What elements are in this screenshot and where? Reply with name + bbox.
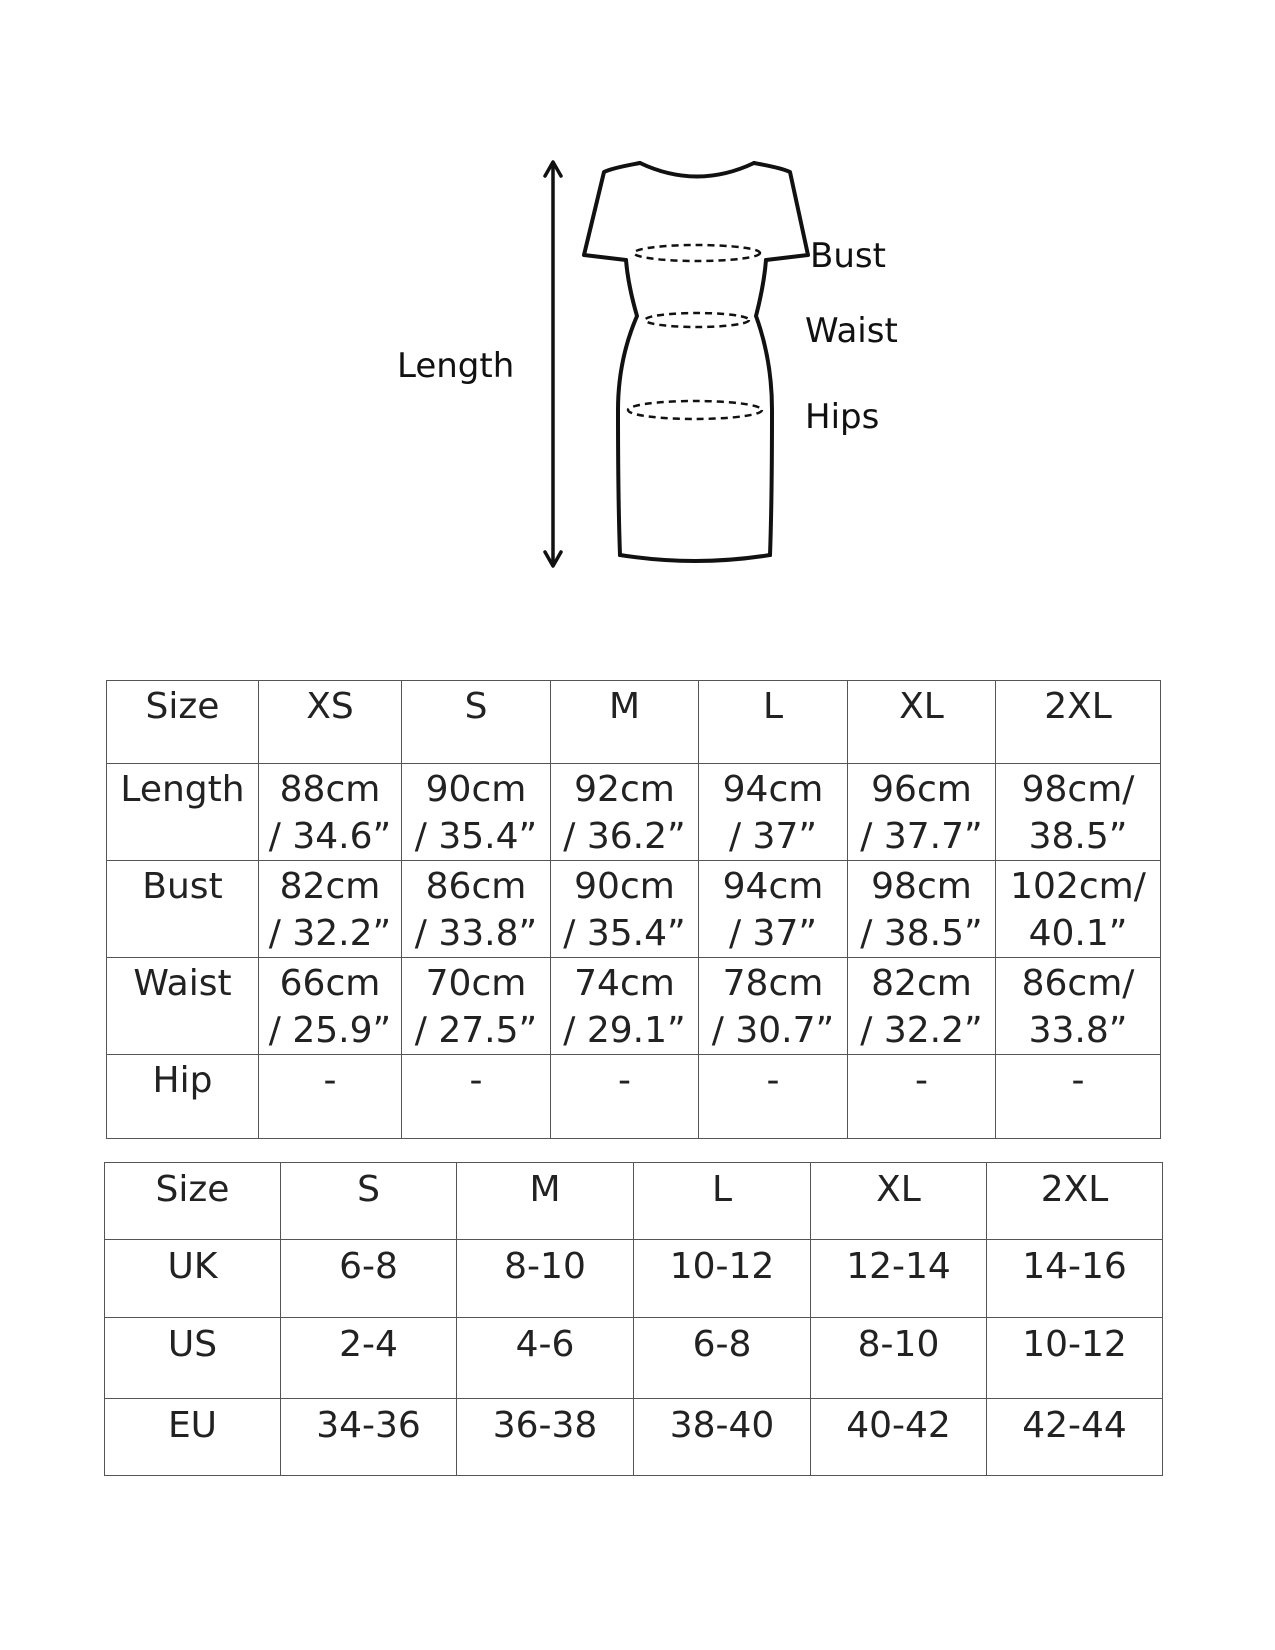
table-cell: 88cm / 34.6” <box>259 764 402 861</box>
row-label: Bust <box>107 861 259 958</box>
header-cell: L <box>699 681 848 764</box>
table-cell: - <box>259 1055 402 1139</box>
row-label: US <box>105 1318 281 1399</box>
row-label: Waist <box>107 958 259 1055</box>
table-cell: 74cm / 29.1” <box>551 958 699 1055</box>
table-cell: 42-44 <box>987 1399 1163 1476</box>
table-row-us <box>105 1318 1163 1399</box>
hips-label: Hips <box>805 397 880 437</box>
table-cell: 86cm / 33.8” <box>402 861 551 958</box>
table-cell: 12-14 <box>811 1240 987 1318</box>
table-cell: 40-42 <box>811 1399 987 1476</box>
table-cell: 82cm / 32.2” <box>259 861 402 958</box>
dress-outline-icon <box>584 163 808 561</box>
table-cell: 4-6 <box>457 1318 634 1399</box>
table-cell: 98cm / 38.5” <box>848 861 996 958</box>
measurement-loops <box>628 245 762 419</box>
header-cell: XL <box>811 1163 987 1240</box>
header-cell: Size <box>107 681 259 764</box>
header-cell: XS <box>259 681 402 764</box>
table-header-row <box>107 681 1161 764</box>
table-cell: 70cm / 27.5” <box>402 958 551 1055</box>
header-cell: M <box>457 1163 634 1240</box>
table-cell: - <box>551 1055 699 1139</box>
table-cell: 2-4 <box>281 1318 457 1399</box>
table-cell: 66cm / 25.9” <box>259 958 402 1055</box>
measurement-table <box>106 680 1161 1139</box>
table-cell: 90cm / 35.4” <box>402 764 551 861</box>
table-cell: 38-40 <box>634 1399 811 1476</box>
table-cell: 94cm / 37” <box>699 764 848 861</box>
length-label: Length <box>397 346 515 386</box>
header-cell: S <box>281 1163 457 1240</box>
table-cell: 98cm/ 38.5” <box>996 764 1161 861</box>
header-cell: 2XL <box>987 1163 1163 1240</box>
table-cell: - <box>402 1055 551 1139</box>
table-cell: 6-8 <box>281 1240 457 1318</box>
table-row-waist <box>107 958 1161 1055</box>
table-cell: 6-8 <box>634 1318 811 1399</box>
bust-loop-icon <box>634 245 760 261</box>
table-cell: 8-10 <box>811 1318 987 1399</box>
table-cell: 82cm / 32.2” <box>848 958 996 1055</box>
length-arrow-icon <box>545 162 561 566</box>
size-conversion-table <box>104 1162 1163 1476</box>
row-label: Hip <box>107 1055 259 1139</box>
table-cell: 14-16 <box>987 1240 1163 1318</box>
table-cell: 94cm / 37” <box>699 861 848 958</box>
table-row-hip <box>107 1055 1161 1139</box>
table-cell: 34-36 <box>281 1399 457 1476</box>
hips-loop-icon <box>628 401 762 419</box>
row-label: UK <box>105 1240 281 1318</box>
row-label: Length <box>107 764 259 861</box>
header-cell: L <box>634 1163 811 1240</box>
table-cell: 92cm / 36.2” <box>551 764 699 861</box>
dress-measurement-diagram <box>0 0 1275 620</box>
header-cell: XL <box>848 681 996 764</box>
header-cell: 2XL <box>996 681 1161 764</box>
table-cell: 8-10 <box>457 1240 634 1318</box>
waist-label: Waist <box>805 311 898 351</box>
row-label: EU <box>105 1399 281 1476</box>
waist-loop-icon <box>645 313 749 327</box>
header-cell: Size <box>105 1163 281 1240</box>
table-row-length <box>107 764 1161 861</box>
table-row-bust <box>107 861 1161 958</box>
table-cell: - <box>848 1055 996 1139</box>
table-cell: 78cm / 30.7” <box>699 958 848 1055</box>
table-cell: 10-12 <box>634 1240 811 1318</box>
table-cell: 86cm/ 33.8” <box>996 958 1161 1055</box>
table-cell: 36-38 <box>457 1399 634 1476</box>
header-cell: M <box>551 681 699 764</box>
table-cell: - <box>699 1055 848 1139</box>
table-cell: 90cm / 35.4” <box>551 861 699 958</box>
bust-label: Bust <box>810 236 886 276</box>
table-row-uk <box>105 1240 1163 1318</box>
table-header-row <box>105 1163 1163 1240</box>
table-row-eu <box>105 1399 1163 1476</box>
table-cell: 96cm / 37.7” <box>848 764 996 861</box>
table-cell: 102cm/ 40.1” <box>996 861 1161 958</box>
table-cell: 10-12 <box>987 1318 1163 1399</box>
table-cell: - <box>996 1055 1161 1139</box>
header-cell: S <box>402 681 551 764</box>
